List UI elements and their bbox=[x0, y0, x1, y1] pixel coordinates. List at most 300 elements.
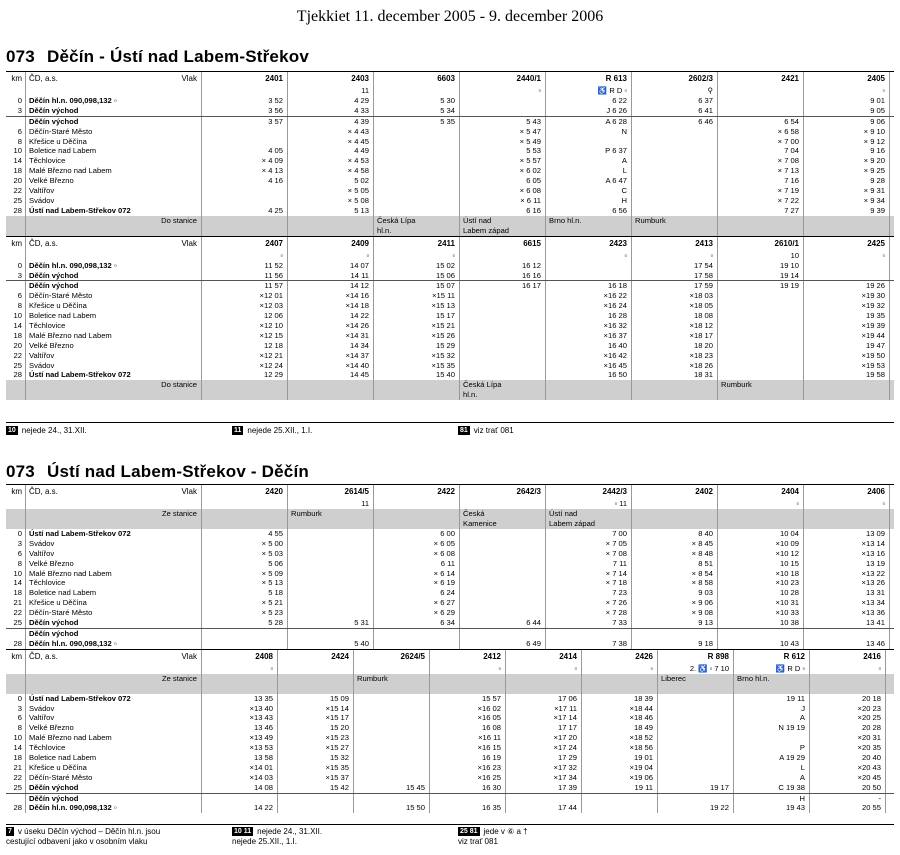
time-cell bbox=[354, 704, 430, 714]
km-cell bbox=[6, 250, 26, 261]
train-number-row bbox=[6, 649, 894, 663]
km-cell bbox=[6, 85, 26, 96]
time-cell: ×17 32 bbox=[506, 763, 582, 773]
time-cell: 19 26 bbox=[804, 281, 890, 291]
time-cell: H bbox=[734, 794, 810, 804]
destination-cell: Česká Lípa hl.n. bbox=[374, 216, 460, 236]
page-caption: Tjekkiet 11. december 2005 - 9. december 2006 bbox=[296, 8, 604, 25]
time-cell: 20 28 bbox=[810, 723, 886, 733]
time-cell bbox=[460, 321, 546, 331]
station-name: Děčín východ bbox=[26, 783, 202, 793]
time-cell bbox=[658, 773, 734, 783]
station-row bbox=[6, 361, 894, 371]
time-cell: A 19 29 bbox=[734, 753, 810, 763]
train-number: 2413 bbox=[632, 237, 718, 250]
time-cell: 9 05 bbox=[804, 106, 890, 116]
station-name: Ústí nad Labem-Střekov 072 bbox=[26, 694, 202, 704]
time-cell: ×15 35 bbox=[374, 361, 460, 371]
operator-header: ČD, a.s. Vlak bbox=[26, 237, 202, 250]
time-cell bbox=[354, 723, 430, 733]
time-cell: 13 19 bbox=[804, 559, 890, 569]
footnote-10-11: 10 11 nejede 24., 31.XII. nejede 25.XII., 1.I. bbox=[232, 827, 323, 846]
train-number: 2409 bbox=[288, 237, 374, 250]
facility-cell: ⚲ bbox=[632, 85, 718, 96]
facility-cell: 10 bbox=[718, 250, 804, 261]
station-cell bbox=[26, 498, 202, 509]
time-cell: 19 47 bbox=[804, 341, 890, 351]
time-cell: × 6 29 bbox=[374, 608, 460, 618]
time-cell: 4 25 bbox=[202, 206, 288, 216]
time-cell: 19 14 bbox=[718, 271, 804, 281]
time-cell: ×19 53 bbox=[804, 361, 890, 371]
origin-cell bbox=[506, 674, 582, 694]
station-row bbox=[6, 569, 894, 579]
station-row bbox=[6, 723, 894, 733]
origin-cell bbox=[810, 674, 886, 694]
station-name: Děčín hl.n. 090,098,132 ▫ bbox=[26, 803, 202, 813]
time-cell: × 5 23 bbox=[202, 608, 288, 618]
station-row bbox=[6, 598, 894, 608]
time-cell bbox=[354, 794, 430, 804]
time-cell: ×10 23 bbox=[718, 578, 804, 588]
train-number: 2403 bbox=[288, 72, 374, 85]
time-cell: × 7 18 bbox=[546, 578, 632, 588]
divider bbox=[6, 422, 894, 423]
station-name: Děčín východ bbox=[26, 117, 202, 127]
facility-cell: ♿ R D ▫ bbox=[734, 663, 810, 674]
station-row bbox=[6, 733, 894, 743]
time-cell: ×14 37 bbox=[288, 351, 374, 361]
operator-header: ČD, a.s. Vlak bbox=[26, 72, 202, 85]
destination-cell: Rumburk bbox=[632, 216, 718, 236]
line-number: 073 bbox=[6, 47, 35, 66]
facility-cell bbox=[374, 85, 460, 96]
time-cell: ×20 25 bbox=[810, 713, 886, 723]
time-cell: ×15 23 bbox=[278, 733, 354, 743]
km-cell: 25 bbox=[6, 361, 26, 371]
time-cell bbox=[582, 794, 658, 804]
time-cell: ×10 09 bbox=[718, 539, 804, 549]
time-cell bbox=[374, 639, 460, 649]
footnote-81: 81 viz trať 081 bbox=[460, 426, 514, 435]
time-cell bbox=[354, 743, 430, 753]
time-cell: ×16 22 bbox=[546, 291, 632, 301]
facility-cell: ▫ bbox=[374, 250, 460, 261]
time-cell bbox=[632, 127, 718, 137]
train-number: 2426 bbox=[582, 650, 658, 663]
time-cell: ×16 37 bbox=[546, 331, 632, 341]
destination-cell: Česká Lípa hl.n. bbox=[460, 380, 546, 400]
time-cell: 19 35 bbox=[804, 311, 890, 321]
time-cell: ×14 31 bbox=[288, 331, 374, 341]
destination-row bbox=[6, 216, 894, 236]
time-cell: J bbox=[734, 704, 810, 714]
time-cell: 5 43 bbox=[460, 117, 546, 127]
time-cell: × 7 22 bbox=[718, 196, 804, 206]
time-cell: 15 02 bbox=[374, 261, 460, 271]
time-cell: 4 29 bbox=[288, 96, 374, 106]
time-cell bbox=[430, 794, 506, 804]
time-cell: ×19 44 bbox=[804, 331, 890, 341]
time-cell: ×15 37 bbox=[278, 773, 354, 783]
train-number: 2425 bbox=[804, 237, 890, 250]
time-cell: 11 52 bbox=[202, 261, 288, 271]
time-cell: ×10 31 bbox=[718, 598, 804, 608]
station-row bbox=[6, 753, 894, 763]
station-row bbox=[6, 618, 894, 628]
km-cell: 25 bbox=[6, 618, 26, 628]
km-cell: 20 bbox=[6, 176, 26, 186]
time-cell: C 19 38 bbox=[734, 783, 810, 793]
time-cell: 3 57 bbox=[202, 117, 288, 127]
station-cell bbox=[26, 250, 202, 261]
time-cell: ×12 01 bbox=[202, 291, 288, 301]
time-cell: ×15 26 bbox=[374, 331, 460, 341]
origin-row bbox=[6, 674, 894, 694]
station-name: Děčín východ bbox=[26, 271, 202, 281]
facility-cell bbox=[460, 498, 546, 509]
time-cell: 18 31 bbox=[632, 370, 718, 380]
time-cell: ×16 05 bbox=[430, 713, 506, 723]
train-number: 2420 bbox=[202, 485, 288, 498]
facility-cell: 11 bbox=[288, 498, 374, 509]
operator-header: ČD, a.s. Vlak bbox=[26, 650, 202, 663]
time-cell: ×16 15 bbox=[430, 743, 506, 753]
time-cell bbox=[354, 694, 430, 704]
time-cell: 19 17 bbox=[658, 783, 734, 793]
facility-cell: ▫ bbox=[804, 498, 890, 509]
time-cell: ×13 14 bbox=[804, 539, 890, 549]
time-cell: × 6 08 bbox=[374, 549, 460, 559]
origin-cell: Liberec bbox=[658, 674, 734, 694]
time-cell: 3 52 bbox=[202, 96, 288, 106]
origin-cell: Rumburk bbox=[288, 509, 374, 529]
time-cell: × 5 47 bbox=[460, 127, 546, 137]
km-cell bbox=[6, 281, 26, 291]
time-cell: 19 11 bbox=[734, 694, 810, 704]
train-number: 2624/5 bbox=[354, 650, 430, 663]
time-cell: 5 30 bbox=[374, 96, 460, 106]
station-name: Malé Březno nad Labem bbox=[26, 166, 202, 176]
time-cell bbox=[288, 608, 374, 618]
time-cell: 15 50 bbox=[354, 803, 430, 813]
time-cell bbox=[506, 794, 582, 804]
km-cell: 6 bbox=[6, 291, 26, 301]
time-cell: × 9 25 bbox=[804, 166, 890, 176]
time-cell: ×13 26 bbox=[804, 578, 890, 588]
time-cell bbox=[718, 331, 804, 341]
origin-cell bbox=[804, 509, 890, 529]
time-cell: ×14 18 bbox=[288, 301, 374, 311]
time-cell: ×20 35 bbox=[810, 743, 886, 753]
time-cell: × 7 05 bbox=[546, 539, 632, 549]
time-cell: A 6 47 bbox=[546, 176, 632, 186]
time-cell: 7 38 bbox=[546, 639, 632, 649]
station-row bbox=[6, 341, 894, 351]
time-cell bbox=[460, 106, 546, 116]
time-cell: 17 58 bbox=[632, 271, 718, 281]
train-number: 2421 bbox=[718, 72, 804, 85]
station-name: Valtířov bbox=[26, 186, 202, 196]
time-cell: ×14 16 bbox=[288, 291, 374, 301]
time-cell bbox=[288, 539, 374, 549]
time-cell: ×12 21 bbox=[202, 351, 288, 361]
time-cell: ×20 45 bbox=[810, 773, 886, 783]
time-cell: × 8 48 bbox=[632, 549, 718, 559]
time-cell: 16 12 bbox=[460, 261, 546, 271]
station-row bbox=[6, 96, 894, 106]
origin-label: Ze stanice bbox=[26, 674, 202, 694]
time-cell bbox=[202, 196, 288, 206]
time-cell: 14 34 bbox=[288, 341, 374, 351]
time-cell bbox=[460, 629, 546, 639]
time-cell: × 5 57 bbox=[460, 156, 546, 166]
time-cell bbox=[460, 559, 546, 569]
destination-cell bbox=[718, 216, 804, 236]
time-cell: ×15 13 bbox=[374, 301, 460, 311]
timetable-usti-decin bbox=[6, 484, 894, 813]
km-cell: 14 bbox=[6, 321, 26, 331]
destination-label: Do stanice bbox=[26, 380, 202, 400]
train-number: 6615 bbox=[460, 237, 546, 250]
km-cell: 20 bbox=[6, 341, 26, 351]
destination-label: Do stanice bbox=[26, 216, 202, 236]
time-cell: 15 06 bbox=[374, 271, 460, 281]
time-cell: ×17 14 bbox=[506, 713, 582, 723]
time-cell bbox=[374, 166, 460, 176]
train-number-row bbox=[6, 71, 894, 85]
station-name: Děčín-Staré Město bbox=[26, 127, 202, 137]
time-cell: 16 19 bbox=[430, 753, 506, 763]
time-cell: × 5 21 bbox=[202, 598, 288, 608]
station-name: Svádov bbox=[26, 704, 202, 714]
time-cell bbox=[804, 261, 890, 271]
time-cell: 10 28 bbox=[718, 588, 804, 598]
time-cell: 6 56 bbox=[546, 206, 632, 216]
time-cell: 17 39 bbox=[506, 783, 582, 793]
km-cell: 6 bbox=[6, 549, 26, 559]
time-cell bbox=[632, 156, 718, 166]
km-cell: 10 bbox=[6, 733, 26, 743]
time-cell bbox=[460, 569, 546, 579]
station-row bbox=[6, 803, 894, 813]
time-cell: 19 01 bbox=[582, 753, 658, 763]
time-cell bbox=[202, 186, 288, 196]
time-cell: C bbox=[546, 186, 632, 196]
time-cell: 14 08 bbox=[202, 783, 278, 793]
facility-cell: ♿ R D ▫ bbox=[546, 85, 632, 96]
time-cell: 6 41 bbox=[632, 106, 718, 116]
time-cell: 9 03 bbox=[632, 588, 718, 598]
time-cell: 9 13 bbox=[632, 618, 718, 628]
time-cell: 7 16 bbox=[718, 176, 804, 186]
time-cell: × 5 09 bbox=[202, 569, 288, 579]
facility-cell: ▫ bbox=[460, 85, 546, 96]
station-name: Velké Březno bbox=[26, 341, 202, 351]
station-row bbox=[6, 743, 894, 753]
time-cell: × 4 53 bbox=[288, 156, 374, 166]
time-cell bbox=[288, 549, 374, 559]
time-cell bbox=[718, 629, 804, 639]
time-cell bbox=[374, 176, 460, 186]
time-cell: ×13 22 bbox=[804, 569, 890, 579]
station-name: Velké Březno bbox=[26, 723, 202, 733]
station-name: Děčín východ bbox=[26, 106, 202, 116]
train-number: 2424 bbox=[278, 650, 354, 663]
origin-cell: Ústí nad Labem západ bbox=[546, 509, 632, 529]
km-cell: 22 bbox=[6, 351, 26, 361]
time-cell: 6 00 bbox=[374, 529, 460, 539]
time-cell: ×19 39 bbox=[804, 321, 890, 331]
time-cell bbox=[460, 539, 546, 549]
time-cell bbox=[202, 794, 278, 804]
time-cell: 5 28 bbox=[202, 618, 288, 628]
time-cell: 4 39 bbox=[288, 117, 374, 127]
station-row bbox=[6, 186, 894, 196]
time-cell: 17 29 bbox=[506, 753, 582, 763]
time-cell: ×10 33 bbox=[718, 608, 804, 618]
station-name: Valtířov bbox=[26, 713, 202, 723]
train-number: 2602/3 bbox=[632, 72, 718, 85]
time-cell: 4 16 bbox=[202, 176, 288, 186]
destination-cell bbox=[632, 380, 718, 400]
station-cell bbox=[26, 663, 202, 674]
destination-cell: Brno hl.n. bbox=[546, 216, 632, 236]
station-row bbox=[6, 156, 894, 166]
train-number-row bbox=[6, 484, 894, 498]
time-cell: 5 02 bbox=[288, 176, 374, 186]
time-cell bbox=[546, 629, 632, 639]
time-cell: × 7 19 bbox=[718, 186, 804, 196]
time-cell bbox=[718, 370, 804, 380]
train-facilities-row bbox=[6, 663, 894, 674]
time-cell: ×20 31 bbox=[810, 733, 886, 743]
km-cell: 14 bbox=[6, 743, 26, 753]
time-cell: × 5 03 bbox=[202, 549, 288, 559]
train-number: 6603 bbox=[374, 72, 460, 85]
time-cell: 15 07 bbox=[374, 281, 460, 291]
train-number: 2416 bbox=[810, 650, 886, 663]
station-name: Ústí nad Labem-Střekov 072 bbox=[26, 370, 202, 380]
time-cell bbox=[632, 196, 718, 206]
destination-cell bbox=[202, 216, 288, 236]
km-cell bbox=[6, 663, 26, 674]
time-cell: ×19 50 bbox=[804, 351, 890, 361]
time-cell: 17 17 bbox=[506, 723, 582, 733]
time-cell: 18 20 bbox=[632, 341, 718, 351]
km-cell: 28 bbox=[6, 803, 26, 813]
train-facilities-row bbox=[6, 85, 894, 96]
time-cell: × 7 08 bbox=[546, 549, 632, 559]
time-cell bbox=[354, 713, 430, 723]
time-cell: A bbox=[546, 156, 632, 166]
station-row bbox=[6, 146, 894, 156]
time-cell: ×14 26 bbox=[288, 321, 374, 331]
time-cell: ×16 32 bbox=[546, 321, 632, 331]
station-row bbox=[6, 106, 894, 116]
station-row bbox=[6, 291, 894, 301]
route-title: Ústí nad Labem-Střekov - Děčín bbox=[46, 462, 309, 481]
time-cell: A bbox=[734, 773, 810, 783]
time-cell bbox=[374, 629, 460, 639]
station-name: Děčín východ bbox=[26, 794, 202, 804]
origin-cell bbox=[278, 674, 354, 694]
time-cell: - bbox=[810, 794, 886, 804]
time-cell: ×13 43 bbox=[202, 713, 278, 723]
station-row bbox=[6, 704, 894, 714]
time-cell: A bbox=[734, 713, 810, 723]
time-cell: 4 55 bbox=[202, 529, 288, 539]
time-cell: 6 34 bbox=[374, 618, 460, 628]
time-cell: 13 46 bbox=[804, 639, 890, 649]
time-cell bbox=[278, 803, 354, 813]
time-cell bbox=[718, 361, 804, 371]
train-number: 2422 bbox=[374, 485, 460, 498]
time-cell bbox=[546, 137, 632, 147]
time-cell: J 6 26 bbox=[546, 106, 632, 116]
time-cell bbox=[658, 694, 734, 704]
train-number: 2402 bbox=[632, 485, 718, 498]
station-name: Ústí nad Labem-Střekov 072 bbox=[26, 529, 202, 539]
time-cell: ×14 03 bbox=[202, 773, 278, 783]
time-cell: 15 17 bbox=[374, 311, 460, 321]
time-cell: 15 57 bbox=[430, 694, 506, 704]
time-cell bbox=[460, 578, 546, 588]
time-cell: × 6 05 bbox=[374, 539, 460, 549]
time-cell bbox=[460, 529, 546, 539]
time-cell: 5 35 bbox=[374, 117, 460, 127]
station-name: Velké Březno bbox=[26, 176, 202, 186]
time-cell: 19 58 bbox=[804, 370, 890, 380]
route-title: Děčín - Ústí nad Labem-Střekov bbox=[46, 47, 309, 66]
time-cell: 5 18 bbox=[202, 588, 288, 598]
origin-cell bbox=[374, 509, 460, 529]
km-cell bbox=[6, 794, 26, 804]
facility-cell bbox=[202, 85, 288, 96]
time-cell: 16 18 bbox=[546, 281, 632, 291]
time-cell: × 6 58 bbox=[718, 127, 804, 137]
time-cell bbox=[460, 608, 546, 618]
time-cell bbox=[632, 176, 718, 186]
time-cell: 15 09 bbox=[278, 694, 354, 704]
time-cell: 20 18 bbox=[810, 694, 886, 704]
train-number: R 613 bbox=[546, 72, 632, 85]
time-cell: ×14 01 bbox=[202, 763, 278, 773]
operator-header: ČD, a.s. Vlak bbox=[26, 485, 202, 498]
time-cell bbox=[734, 733, 810, 743]
km-cell: 8 bbox=[6, 559, 26, 569]
time-cell bbox=[202, 127, 288, 137]
time-cell bbox=[354, 733, 430, 743]
time-cell bbox=[632, 146, 718, 156]
time-cell: ×18 12 bbox=[632, 321, 718, 331]
origin-row bbox=[6, 509, 894, 529]
time-cell bbox=[718, 291, 804, 301]
km-cell: 18 bbox=[6, 166, 26, 176]
train-number: 2408 bbox=[202, 650, 278, 663]
origin-cell bbox=[582, 674, 658, 694]
time-cell: × 9 34 bbox=[804, 196, 890, 206]
station-name: Těchlovice bbox=[26, 578, 202, 588]
station-row bbox=[6, 301, 894, 311]
time-cell: ×13 49 bbox=[202, 733, 278, 743]
time-cell: 18 49 bbox=[582, 723, 658, 733]
time-cell bbox=[374, 186, 460, 196]
time-cell: 14 22 bbox=[202, 803, 278, 813]
station-row bbox=[6, 311, 894, 321]
footnote-11: 11 nejede 25.XII., 1.I. bbox=[234, 426, 313, 435]
km-cell bbox=[6, 629, 26, 639]
